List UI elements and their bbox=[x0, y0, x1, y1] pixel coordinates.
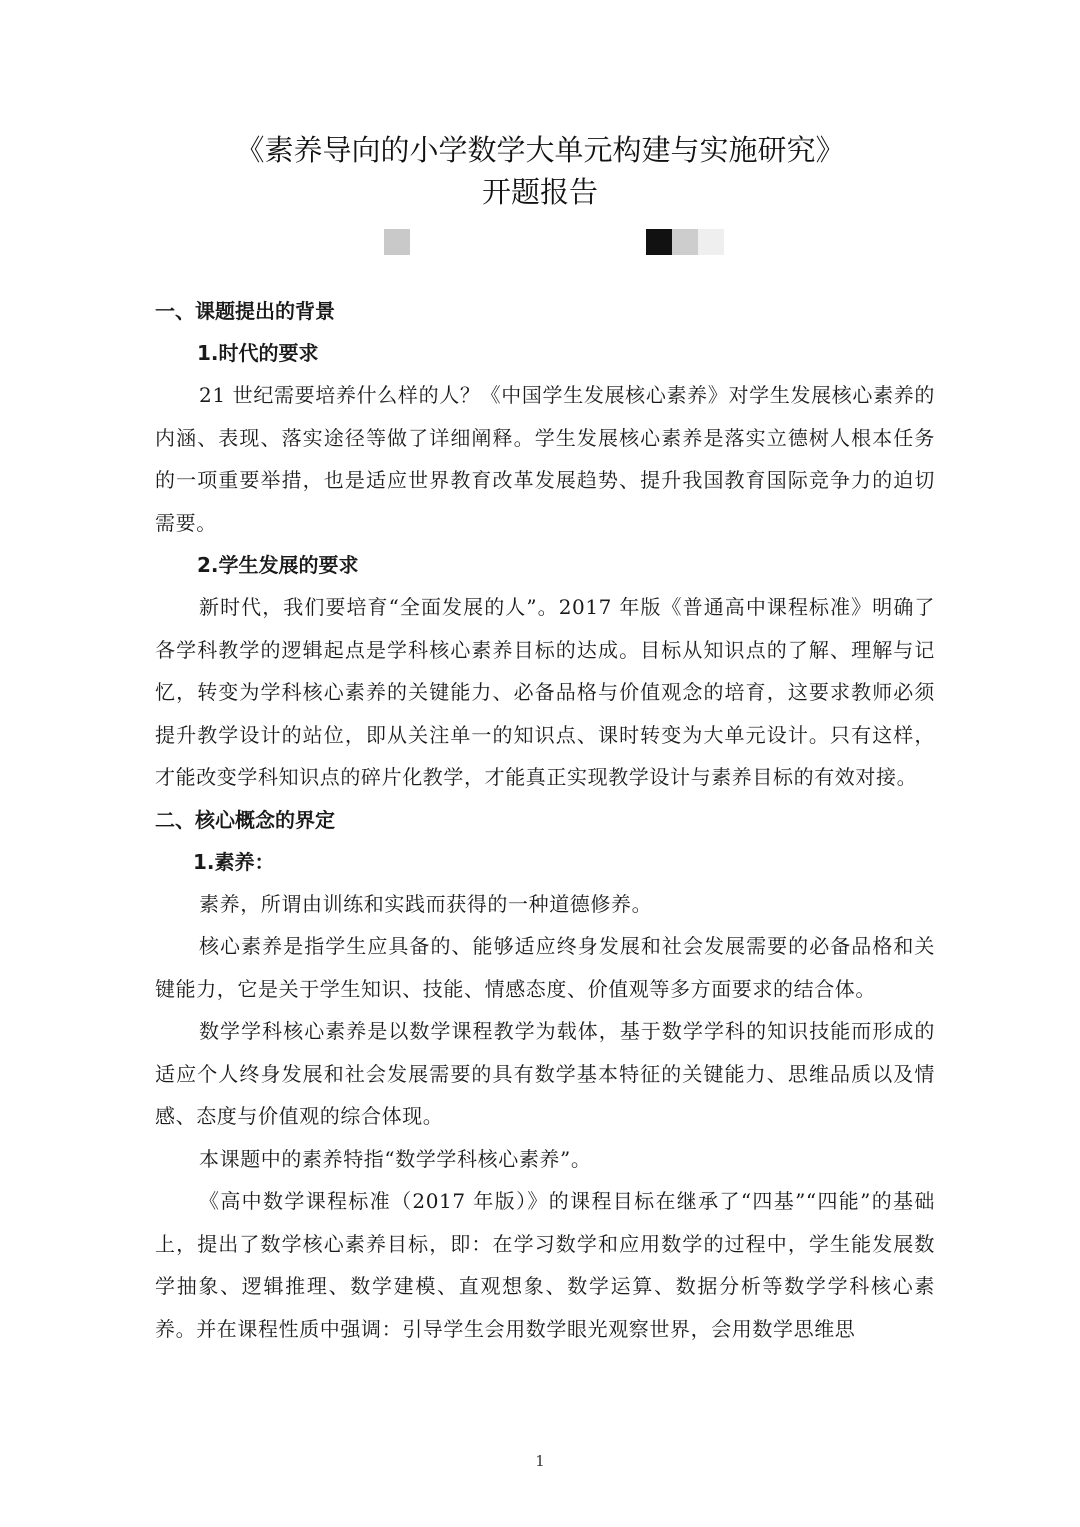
subsection-heading: 1.素养： bbox=[193, 849, 275, 874]
redaction-block bbox=[384, 229, 410, 255]
document-body bbox=[155, 290, 935, 1350]
paragraph: 21 世纪需要培养什么样的人？《中国学生发展核心素养》对学生发展核心素养的内涵、表现、落实途径等做了详细阐释。学生发展核心素养是落实立德树人根本任务的一项重要举措，也是适应世界教育改革发展趋势、提升我国教育国际竞争力的迫切需要。 bbox=[155, 383, 935, 535]
section-heading: 一、课题提出的背景 bbox=[155, 299, 335, 323]
document-subtitle: 开题报告 bbox=[481, 175, 598, 209]
page-number: 1 bbox=[535, 1452, 545, 1470]
subsection-heading: 2.学生发展的要求 bbox=[197, 553, 359, 577]
paragraph: 本课题中的素养特指“数学学科核心素养”。 bbox=[199, 1146, 592, 1171]
redacted-authors bbox=[0, 229, 1080, 257]
redaction-block bbox=[672, 229, 698, 255]
subsection-heading: 1.时代的要求 bbox=[197, 341, 319, 365]
redaction-block bbox=[698, 229, 724, 255]
paragraph: 核心素养是指学生应具备的、能够适应终身发展和社会发展需要的必备品格和关键能力，它是关于学生知识、技能、情感态度、价值观等多方面要求的结合体。 bbox=[155, 934, 935, 1001]
document-title: 《素养导向的小学数学大单元构建与实施研究》 bbox=[235, 133, 845, 167]
paragraph: 数学学科核心素养是以数学课程教学为载体，基于数学学科的知识技能而形成的适应个人终身发展和社会发展需要的具有数学基本特征的关键能力、思维品质以及情感、态度与价值观的综合体现。 bbox=[155, 1019, 935, 1128]
paragraph: 素养，所谓由训练和实践而获得的一种道德修养。 bbox=[199, 891, 653, 916]
redaction-block bbox=[646, 229, 672, 255]
paragraph: 新时代，我们要培育“全面发展的人”。2017 年版《普通高中课程标准》明确了各学科教学的逻辑起点是学科核心素养目标的达成。目标从知识点的了解、理解与记忆，转变为学科核心素养的关键能力、必备品格与价值观念的培育，这要求教师必须提升教学设计的站位，即从关注单一的知识点、课时转变为大单元设计。只有这样，才能改变学科知识点的碎片化教学，才能真正实现教学设计与素养目标的有效对接。 bbox=[155, 595, 935, 789]
section-heading: 二、核心概念的界定 bbox=[155, 807, 335, 832]
paragraph: 《高中数学课程标准（2017 年版）》的课程目标在继承了“四基”“四能”的基础上，提出了数学核心素养目标，即：在学习数学和应用数学的过程中，学生能发展数学抽象、逻辑推理、数学建模、直观想象、数学运算、数据分析等数学学科核心素养。并在课程性质中强调：引导学生会用数学眼光观察世界，会用数学思维思 bbox=[155, 1189, 935, 1341]
